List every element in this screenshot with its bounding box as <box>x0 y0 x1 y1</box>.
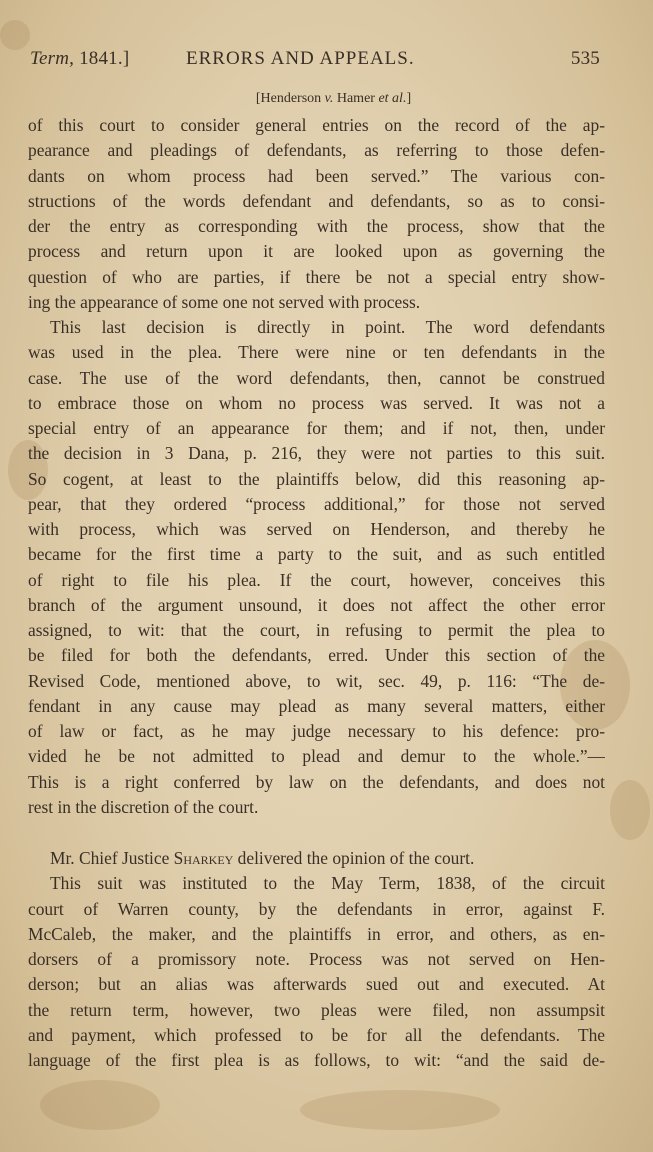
text-line: derson; but an alias was afterwards sued out and executed. At <box>28 974 605 995</box>
text-line: pearance and pleadings of defendants, as referring to those defen- <box>28 140 605 161</box>
case-caption: [Henderson v. Hamer et al.] <box>255 91 412 106</box>
page-number: 535 <box>570 48 600 69</box>
text-line: language of the first plea is as follows, to wit: “and the said de- <box>28 1050 605 1070</box>
text-line: be filed for both the defendants, erred. Under this section of the <box>28 645 605 666</box>
paragraph-2 <box>28 315 605 820</box>
foxing-stain <box>40 1080 160 1130</box>
text-line: the decision in 3 Dana, p. 216, they were not parties to this suit. <box>28 443 605 464</box>
text-line: rest in the discretion of the court. <box>28 796 259 817</box>
text-line: case. The use of the word defendants, then, cannot be construed <box>28 367 605 388</box>
text-line: and payment, which professed to be for all the defendants. The <box>28 1024 605 1045</box>
text-line: question of who are parties, if there be not a special entry show- <box>28 266 605 287</box>
text-line: with process, which was served on Henderson, and thereby he <box>28 519 605 539</box>
text-line: vided he be not admitted to plead and demur to the whole.”— <box>28 746 605 767</box>
page-body <box>28 113 605 1073</box>
text-line: der the entry as corresponding with the process, show that the <box>28 216 605 236</box>
foxing-stain <box>300 1090 500 1130</box>
paragraph-3 <box>28 871 605 1073</box>
text-line: fendant in any cause may plead as many several matters, either <box>28 695 605 716</box>
header-title: ERRORS AND APPEALS. <box>186 48 415 69</box>
text-line: to embrace those on whom no process was served. It was not a <box>28 392 605 413</box>
text-line: was used in the plea. There were nine or ten defendants in the <box>28 342 605 363</box>
text-line: of law or fact, as he may judge necessary to his defence: pro- <box>28 721 605 741</box>
text-line: of right to file his plea. If the court, however, conceives this <box>28 569 605 590</box>
opinion-line <box>28 846 605 871</box>
text-line: Revised Code, mentioned above, to wit, sec. 49, p. 116: “The de- <box>28 670 605 691</box>
text-line: court of Warren county, by the defendants in error, against F. <box>28 898 605 919</box>
text-line: became for the first time a party to the suit, and as such entitled <box>28 544 605 565</box>
foxing-stain <box>610 780 650 840</box>
text-line: branch of the argument unsound, it does not affect the other error <box>28 594 605 615</box>
running-header <box>30 48 600 74</box>
justice-name: Sharkey <box>173 848 234 868</box>
text-line: process and return upon it are looked upon as governing the <box>28 241 605 262</box>
text-line: dorsers of a promissory note. Process was not served on Hen- <box>28 949 605 969</box>
text-line: This suit was instituted to the May Term, 1838, of the circuit <box>50 873 605 894</box>
text-line: So cogent, at least to the plaintiffs below, did this reasoning ap- <box>28 468 605 489</box>
text-line: structions of the words defendant and defendants, so as to consi- <box>28 190 605 211</box>
text-line: ing the appearance of some one not served with process. <box>28 291 421 312</box>
text-line: special entry of an appearance for them; and if not, then, under <box>28 418 605 438</box>
text-line: This last decision is directly in point. The word defendants <box>50 317 605 337</box>
foxing-stain <box>0 20 30 50</box>
text-line: McCaleb, the maker, and the plaintiffs in error, and others, as en- <box>28 923 605 944</box>
term-label: Term, 1841.] <box>30 48 130 69</box>
text-line: Mr. Chief Justice Sharkey delivered the opinion of the court. <box>50 848 475 868</box>
text-line: of this court to consider general entries on the record of the ap- <box>28 115 605 135</box>
paragraph-1 <box>28 113 605 315</box>
text-line: pear, that they ordered “process additional,” for those not served <box>28 493 605 514</box>
text-line: dants on whom process had been served.” The various con- <box>28 165 605 186</box>
text-line: This is a right conferred by law on the defendants, and does not <box>28 771 605 792</box>
text-line: assigned, to wit: that the court, in refusing to permit the plea to <box>28 620 605 640</box>
text-line: the return term, however, two pleas were filed, non assumpsit <box>28 999 605 1020</box>
